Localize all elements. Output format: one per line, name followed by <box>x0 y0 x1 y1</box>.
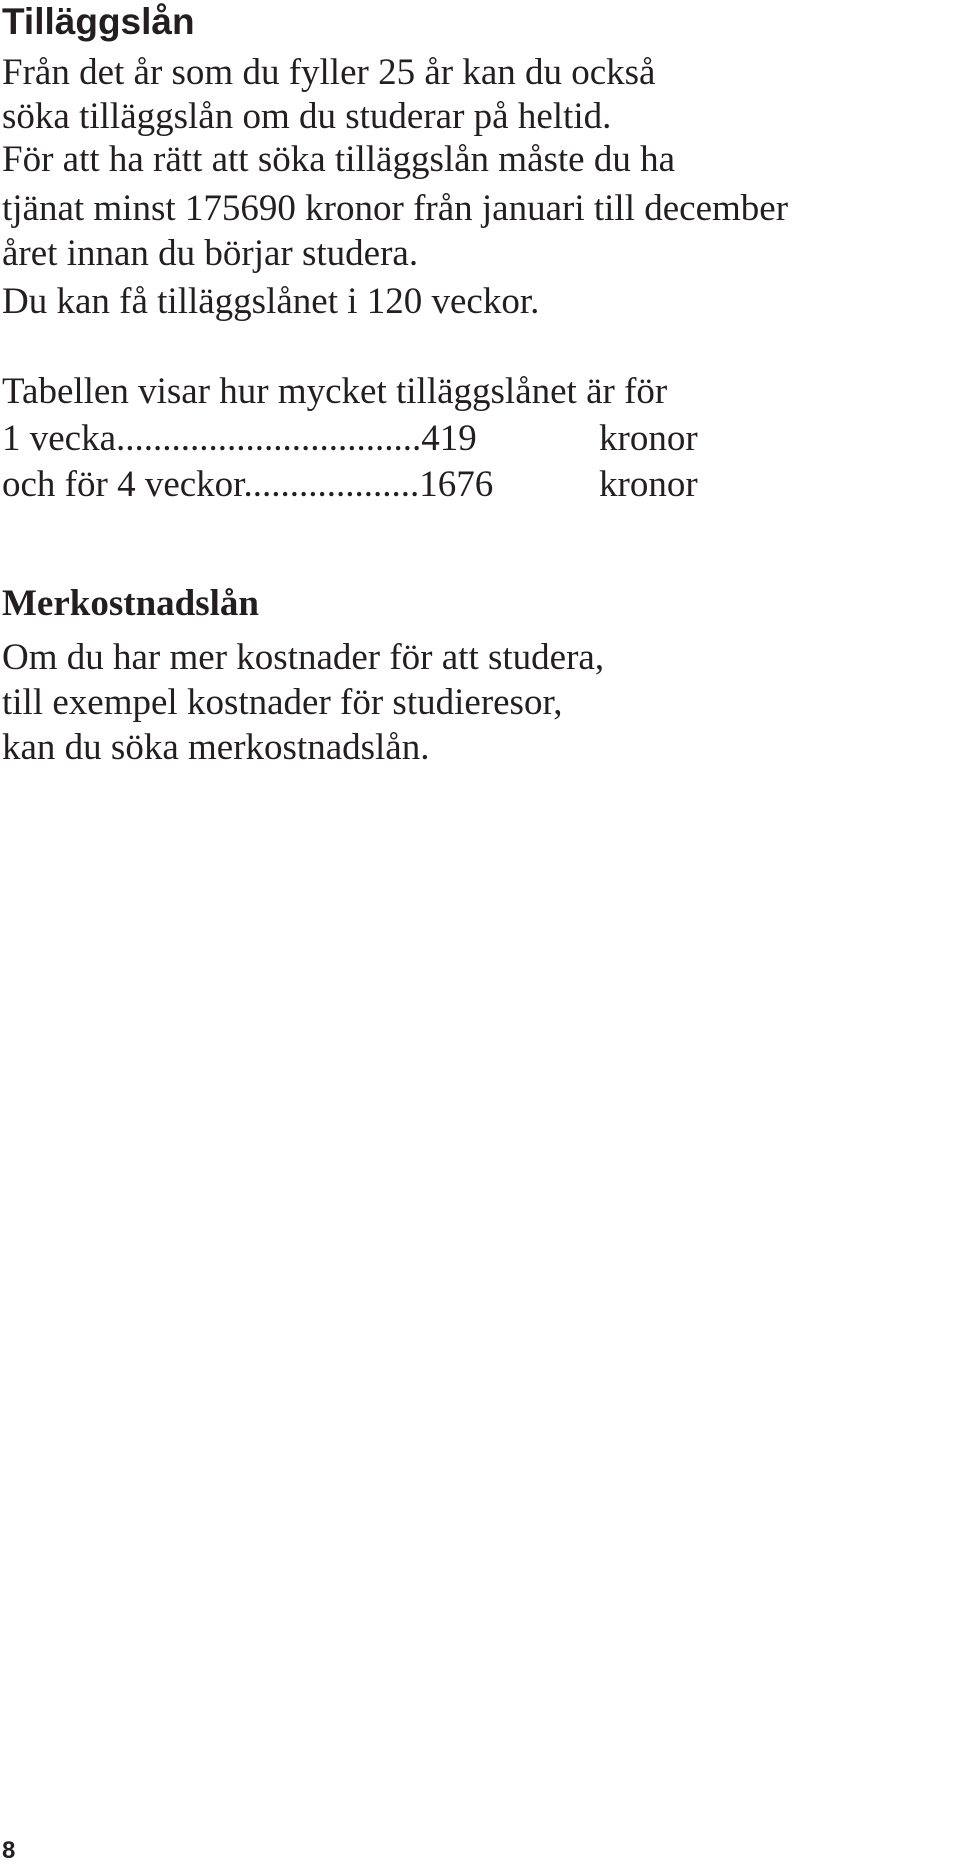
paragraph-line: söka tilläggslån om du studerar på heltid. <box>2 96 612 137</box>
table-row-label: 1 vecka.................................419 <box>2 418 477 459</box>
table-row-label: och för 4 veckor...................1676 <box>2 464 494 505</box>
table-row-1-week <box>2 417 698 461</box>
page-number: 8 <box>2 1837 16 1864</box>
paragraph-line: tjänat minst 175690 kronor från januari till december <box>2 188 789 229</box>
paragraph-line: Från det år som du fyller 25 år kan du också <box>2 52 656 93</box>
section-heading-tillaggslan: Tilläggslån <box>2 1 195 42</box>
table-row-4-weeks <box>2 463 698 507</box>
table-row-unit: kronor <box>599 464 698 505</box>
paragraph-line: året innan du börjar studera. <box>2 233 419 274</box>
table-row-unit: kronor <box>599 418 698 459</box>
paragraph-line: kan du söka merkostnadslån. <box>2 727 430 768</box>
paragraph-line: Du kan få tilläggslånet i 120 veckor. <box>2 281 540 322</box>
paragraph-line: För att ha rätt att söka tilläggslån måste du ha <box>2 139 676 180</box>
paragraph-line: Om du har mer kostnader för att studera, <box>2 637 605 678</box>
table-intro-line: Tabellen visar hur mycket tilläggslånet är för <box>2 371 668 412</box>
paragraph-line: till exempel kostnader för studieresor, <box>2 682 563 723</box>
section-heading-merkostnadslan: Merkostnadslån <box>2 583 259 624</box>
